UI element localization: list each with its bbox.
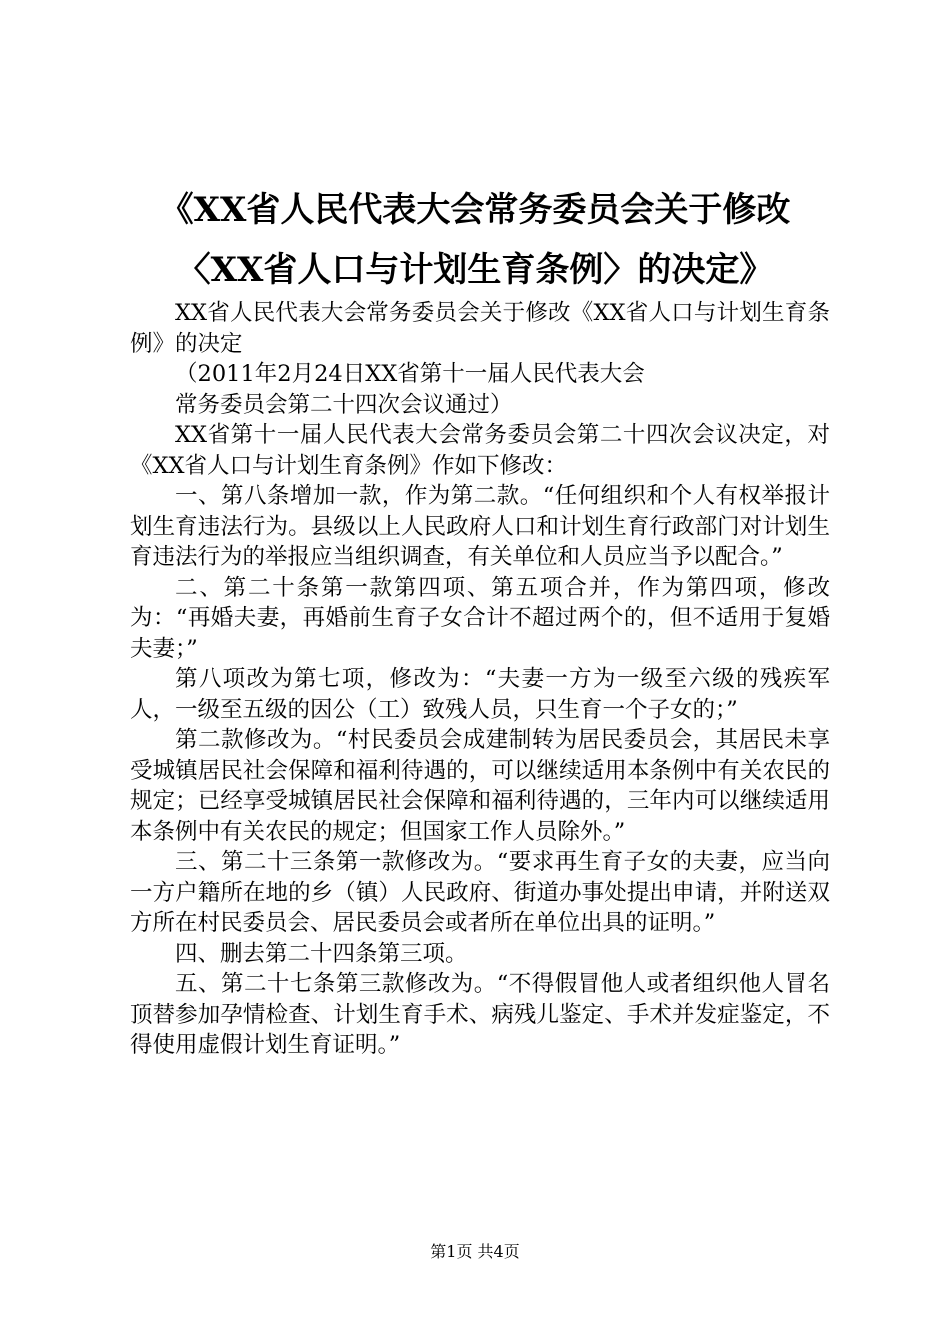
page-number-footer: 第1页 共4页 bbox=[430, 1242, 520, 1261]
document-body bbox=[130, 298, 830, 1061]
paragraph-item-2-eighth: 第八项改为第七项，修改为：“夫妻一方为一级至六级的残疾军人，一级至五级的因公（工）致残人员，只生育一个子女的；” bbox=[130, 666, 830, 723]
paragraph-date: （2011年2月24日XX省第十一届人民代表大会 bbox=[175, 361, 645, 387]
paragraph-decision: XX省第十一届人民代表大会常务委员会第二十四次会议决定，对《XX省人口与计划生育条例》作如下修改： bbox=[130, 422, 830, 479]
paragraph-passed: 常务委员会第二十四次会议通过） bbox=[175, 391, 513, 418]
paragraph-item-2: 二、第二十条第一款第四项、第五项合并，作为第四项，修改为：“再婚夫妻，再婚前生育子女合计不超过两个的，但不适用于复婚夫妻；” bbox=[130, 574, 830, 662]
document-title-line-1: 《XX省人民代表大会常务委员会关于修改 bbox=[159, 190, 791, 230]
paragraph-item-3: 三、第二十三条第一款修改为。“要求再生育子女的夫妻，应当向一方户籍所在地的乡（镇）人民政府、街道办事处提出申请，并附送双方所在村民委员会、居民委员会或者所在单位出具的证明。” bbox=[130, 849, 830, 936]
paragraph-item-4: 四、删去第二十四条第三项。 bbox=[175, 940, 468, 967]
paragraph-item-1: 一、第八条增加一款，作为第二款。“任何组织和个人有权举报计划生育违法行为。县级以上人民政府人口和计划生育行政部门对计划生育违法行为的举报应当组织调查，有关单位和人员应当予以配合。” bbox=[130, 483, 830, 570]
document-title-line-2: 〈XX省人口与计划生育条例〉的决定》 bbox=[176, 250, 774, 290]
paragraph-heading: XX省人民代表大会常务委员会关于修改《XX省人口与计划生育条例》的决定 bbox=[130, 300, 830, 357]
paragraph-item-5: 五、第二十七条第三款修改为。“不得假冒他人或者组织他人冒名顶替参加孕情检查、计划生育手术、病残儿鉴定、手术并发症鉴定，不得使用虚假计划生育证明。” bbox=[130, 971, 830, 1058]
paragraph-item-2-second: 第二款修改为。“村民委员会成建制转为居民委员会，其居民未享受城镇居民社会保障和福利待遇的，可以继续适用本条例中有关农民的规定；已经享受城镇居民社会保障和福利待遇的，三年内可以继续适用本条例中有关农民的规定；但国家工作人员除外。” bbox=[130, 727, 830, 845]
